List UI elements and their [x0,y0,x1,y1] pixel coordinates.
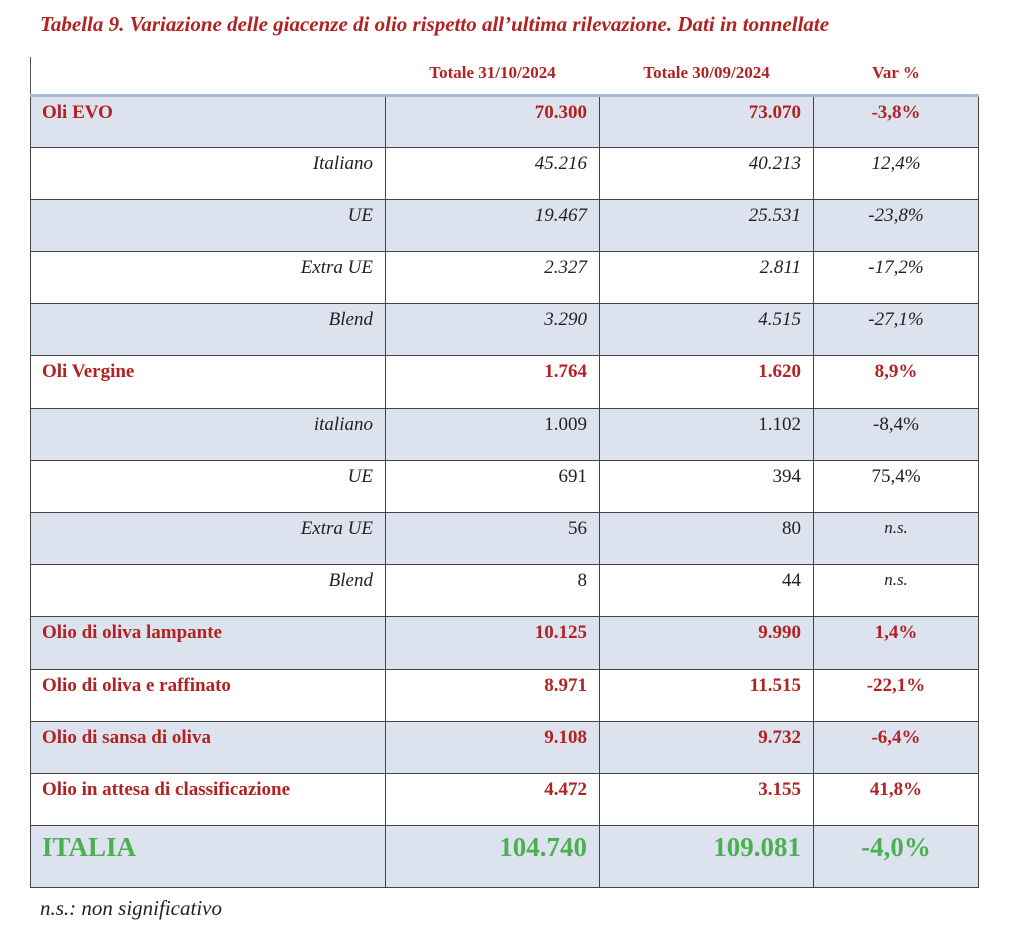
value-var: -22,1% [814,669,979,721]
value-var: 41,8% [814,773,979,825]
value-sep: 1.620 [600,356,814,408]
value-oct: 3.290 [386,304,600,356]
table-title: Tabella 9. Variazione delle giacenze di olio rispetto all’ultima rilevazione. Dati in tonnellate [40,12,830,36]
value-sep: 11.515 [600,669,814,721]
value-oct: 8 [386,565,600,617]
value-oct: 45.216 [386,147,600,199]
table-row [31,356,979,408]
row-label: Olio in attesa di classificazione [31,773,386,825]
table-row [31,408,979,460]
total-value-oct: 104.740 [386,826,600,888]
header-total-oct: Totale 31/10/2024 [386,57,600,95]
total-label: ITALIA [31,826,386,888]
row-label: Oli EVO [31,95,386,147]
value-oct: 1.009 [386,408,600,460]
footnote: n.s.: non significativo [40,896,222,920]
table-row [31,199,979,251]
table-row [31,147,979,199]
table-row [31,721,979,773]
value-oct: 1.764 [386,356,600,408]
total-value-sep: 109.081 [600,826,814,888]
value-oct: 2.327 [386,252,600,304]
table-header-row [31,57,979,95]
table-row [31,513,979,565]
row-label: UE [31,199,386,251]
table-row [31,252,979,304]
header-label-column [31,57,386,95]
table-row [31,460,979,512]
value-oct: 56 [386,513,600,565]
value-var: 8,9% [814,356,979,408]
value-var: n.s. [814,513,979,565]
oil-stock-table [30,57,979,888]
value-var: -27,1% [814,304,979,356]
table-row [31,773,979,825]
table-row [31,669,979,721]
value-var: 75,4% [814,460,979,512]
row-label: Olio di sansa di oliva [31,721,386,773]
value-oct: 19.467 [386,199,600,251]
row-label: Oli Vergine [31,356,386,408]
value-sep: 1.102 [600,408,814,460]
table-row [31,617,979,669]
value-oct: 691 [386,460,600,512]
value-oct: 4.472 [386,773,600,825]
value-sep: 4.515 [600,304,814,356]
value-var: 1,4% [814,617,979,669]
row-label: Extra UE [31,513,386,565]
row-label: Olio di oliva lampante [31,617,386,669]
value-sep: 9.732 [600,721,814,773]
value-sep: 44 [600,565,814,617]
header-var-pct: Var % [814,57,979,95]
value-oct: 9.108 [386,721,600,773]
value-var: -3,8% [814,95,979,147]
value-var: -17,2% [814,252,979,304]
value-var: -23,8% [814,199,979,251]
row-label: Olio di oliva e raffinato [31,669,386,721]
value-var: -6,4% [814,721,979,773]
value-oct: 70.300 [386,95,600,147]
row-label: Extra UE [31,252,386,304]
row-label: Blend [31,304,386,356]
value-sep: 80 [600,513,814,565]
row-label: Italiano [31,147,386,199]
value-sep: 40.213 [600,147,814,199]
row-label: UE [31,460,386,512]
value-sep: 25.531 [600,199,814,251]
value-var: -8,4% [814,408,979,460]
value-sep: 9.990 [600,617,814,669]
table-row [31,304,979,356]
value-sep: 3.155 [600,773,814,825]
value-var: 12,4% [814,147,979,199]
table-row [31,95,979,147]
table-row [31,565,979,617]
value-oct: 8.971 [386,669,600,721]
value-sep: 394 [600,460,814,512]
value-oct: 10.125 [386,617,600,669]
total-row [31,826,979,888]
value-sep: 2.811 [600,252,814,304]
value-var: n.s. [814,565,979,617]
total-value-var: -4,0% [814,826,979,888]
header-total-sep: Totale 30/09/2024 [600,57,814,95]
row-label: Blend [31,565,386,617]
row-label: italiano [31,408,386,460]
value-sep: 73.070 [600,95,814,147]
